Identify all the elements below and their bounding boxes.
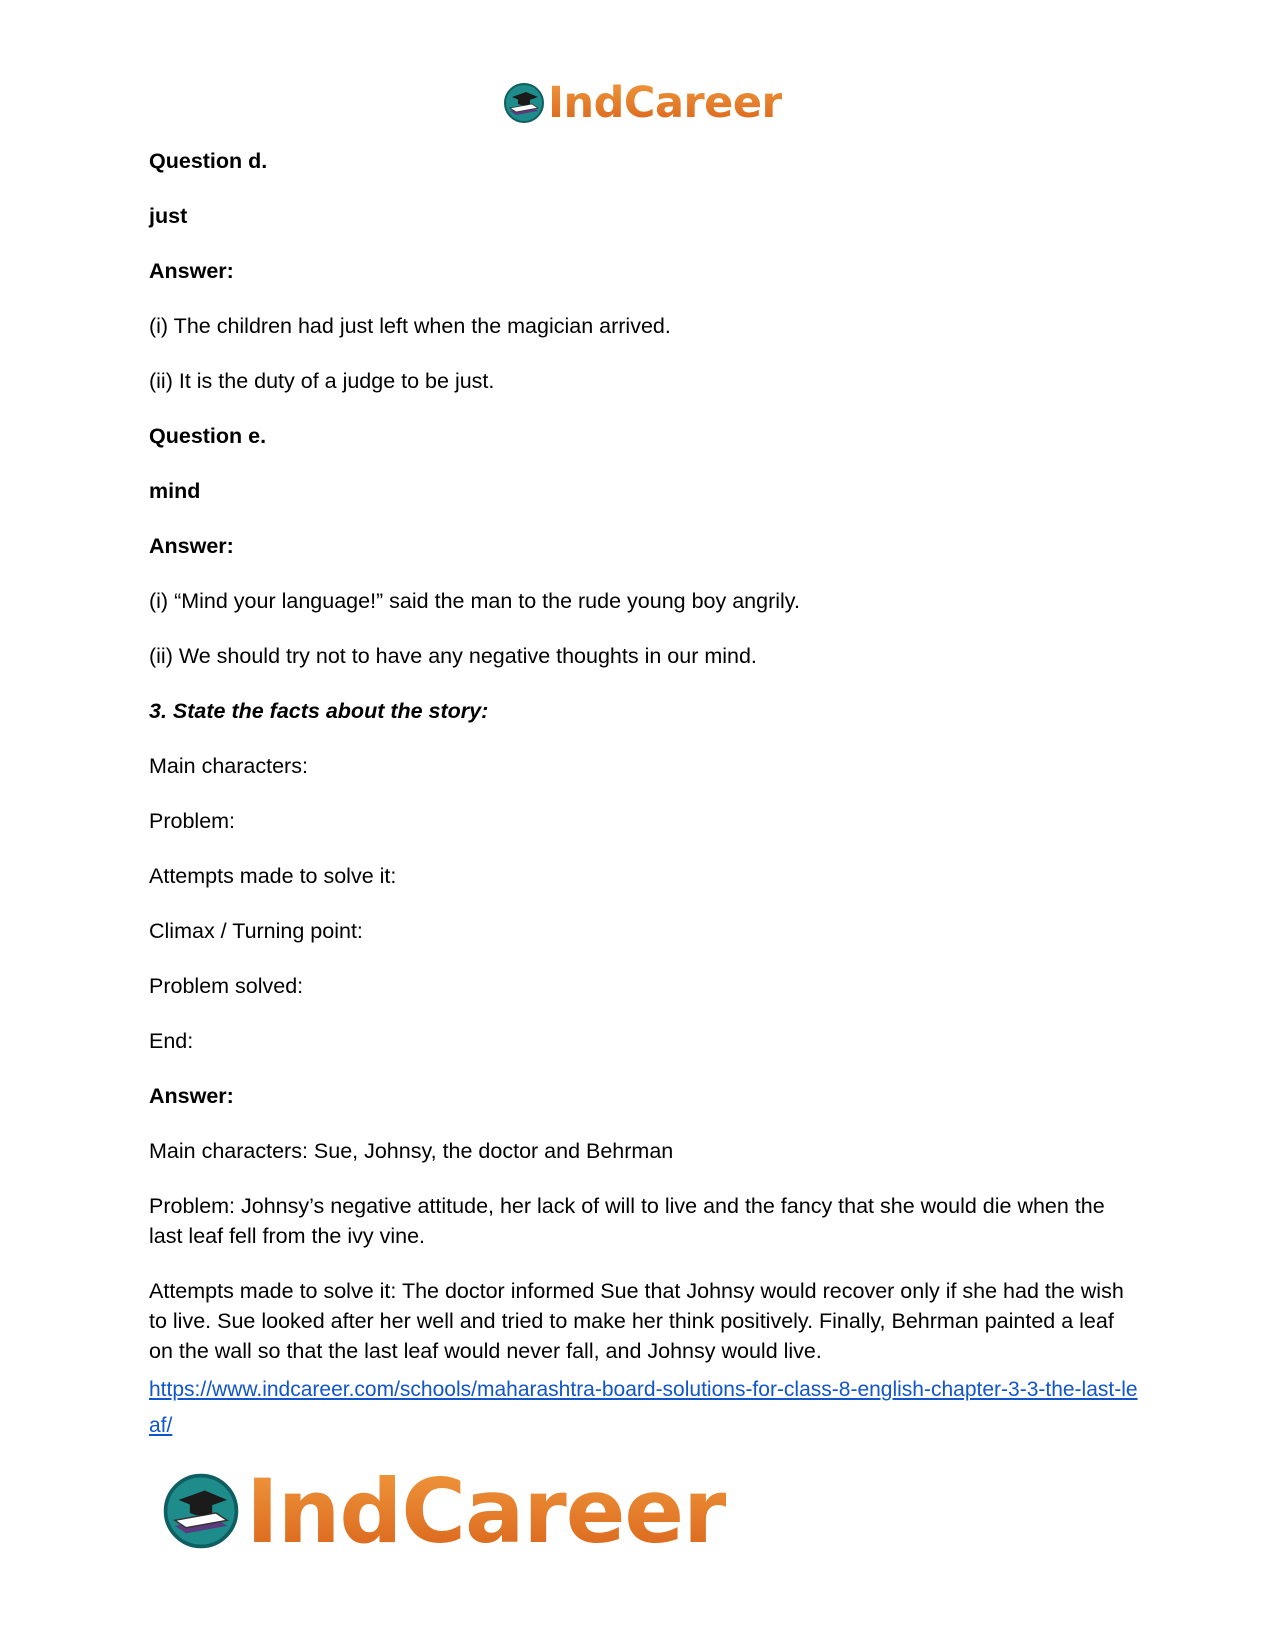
brand-wordmark: IndCareer	[246, 1459, 726, 1563]
answer-text: Main characters: Sue, Johnsy, the doctor and Behrman	[149, 1139, 674, 1163]
answer-label: Answer:	[149, 259, 234, 283]
section-heading: 3. State the facts about the story:	[149, 699, 489, 723]
answer-text: (i) “Mind your language!” said the man to the rude young boy angrily.	[149, 589, 800, 613]
graduation-book-icon	[160, 1470, 242, 1552]
fact-label: Problem:	[149, 809, 236, 833]
indcareer-logo-top	[502, 78, 782, 128]
answer-text: Attempts made to solve it: The doctor informed Sue that Johnsy would recover only if she had the wish to live. Sue looked after her well and tried to make her think positively. Finally, Behrman painted a leaf on the wall so that the last leaf would never fall, and Johnsy would live.	[149, 1279, 1124, 1363]
indcareer-logo-bottom	[160, 1459, 726, 1563]
answer-text: (ii) We should try not to have any negative thoughts in our mind.	[149, 644, 757, 668]
answer-text: (ii) It is the duty of a judge to be just.	[149, 369, 495, 393]
question-word: just	[149, 204, 188, 228]
fact-label: End:	[149, 1029, 194, 1053]
answer-text: (i) The children had just left when the magician arrived.	[149, 314, 671, 338]
graduation-book-icon	[502, 81, 546, 125]
answer-label: Answer:	[149, 1084, 234, 1108]
fact-label: Climax / Turning point:	[149, 919, 363, 943]
brand-wordmark: IndCareer	[548, 78, 783, 128]
question-heading: Question e.	[149, 424, 267, 448]
question-word: mind	[149, 479, 201, 503]
fact-label: Attempts made to solve it:	[149, 864, 397, 888]
source-link[interactable]: https://www.indcareer.com/schools/maharashtra-board-solutions-for-class-8-english-chapter-3-3-the-last-leaf/	[149, 1378, 1138, 1437]
fact-label: Problem solved:	[149, 974, 304, 998]
fact-label: Main characters:	[149, 754, 308, 778]
question-heading: Question d.	[149, 149, 268, 173]
document-body	[149, 146, 1139, 1444]
answer-text: Problem: Johnsy’s negative attitude, her lack of will to live and the fancy that she would die when the last leaf fell from the ivy vine.	[149, 1194, 1105, 1248]
answer-label: Answer:	[149, 534, 234, 558]
